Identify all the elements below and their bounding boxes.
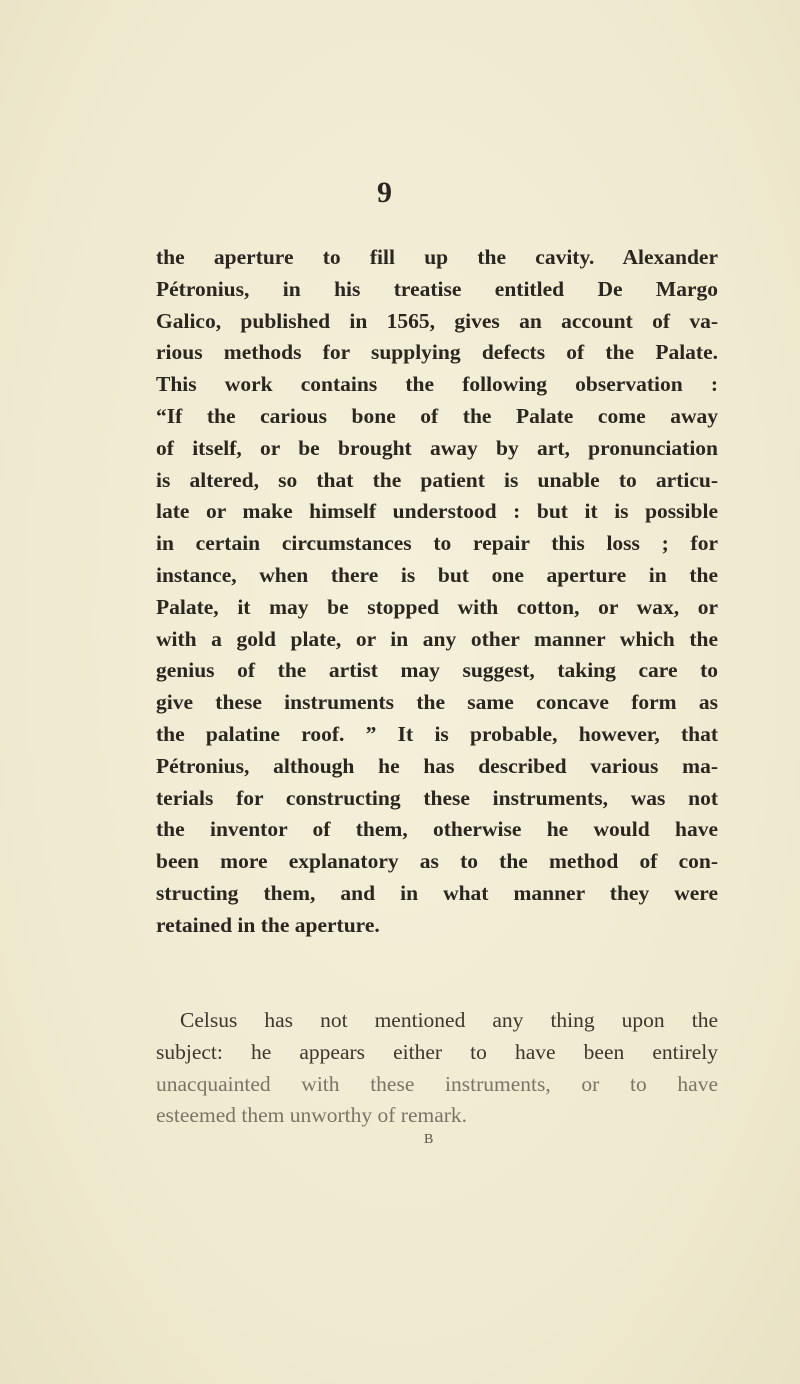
text-line: the palatine roof. ” It is probable, however, that — [156, 721, 718, 746]
text-line: Galico, published in 1565, gives an account of va- — [156, 308, 718, 333]
text-line: genius of the artist may suggest, taking care to — [156, 658, 718, 683]
text-line: rious methods for supplying defects of the Palate. — [156, 340, 718, 365]
text-line: is altered, so that the patient is unable to articu- — [156, 467, 718, 492]
text-line: give these instruments the same concave form as — [156, 690, 718, 715]
text-line: of itself, or be brought away by art, pronunciation — [156, 435, 718, 460]
text-line: late or make himself understood : but it is possible — [156, 499, 718, 524]
text-line: the aperture to fill up the cavity. Alexander — [156, 245, 718, 269]
text-line: with a gold plate, or in any other manner which the — [156, 626, 718, 651]
text-line: Palate, it may be stopped with cotton, or wax, or — [156, 594, 718, 619]
text-line: instance, when there is but one aperture in the — [156, 562, 718, 587]
text-line: This work contains the following observation : — [156, 372, 718, 397]
text-line: unacquainted with these instruments, or to have — [156, 1071, 718, 1096]
page-number: 9 — [377, 176, 393, 209]
text-line: structing them, and in what manner they were — [156, 880, 718, 905]
signature-mark: B — [424, 1132, 434, 1147]
text-line: esteemed them unworthy of remark. — [156, 1103, 468, 1128]
text-line: in certain circumstances to repair this loss ; for — [156, 531, 718, 556]
text-line: Celsus has not mentioned any thing upon the — [180, 1008, 718, 1032]
text-line: subject: he appears either to have been entirely — [156, 1039, 718, 1064]
text-line: been more explanatory as to the method of con- — [156, 849, 718, 874]
text-line: “If the carious bone of the Palate come away — [156, 403, 718, 428]
text-line: terials for constructing these instruments, was not — [156, 785, 718, 810]
text-line: retained in the aperture. — [156, 912, 380, 937]
text-line: Pétronius, in his treatise entitled De Margo — [156, 276, 718, 301]
paragraph-1 — [156, 242, 718, 942]
text-line: Pétronius, although he has described various ma- — [156, 753, 718, 778]
paragraph-2 — [156, 1005, 718, 1132]
text-line: the inventor of them, otherwise he would have — [156, 817, 718, 842]
